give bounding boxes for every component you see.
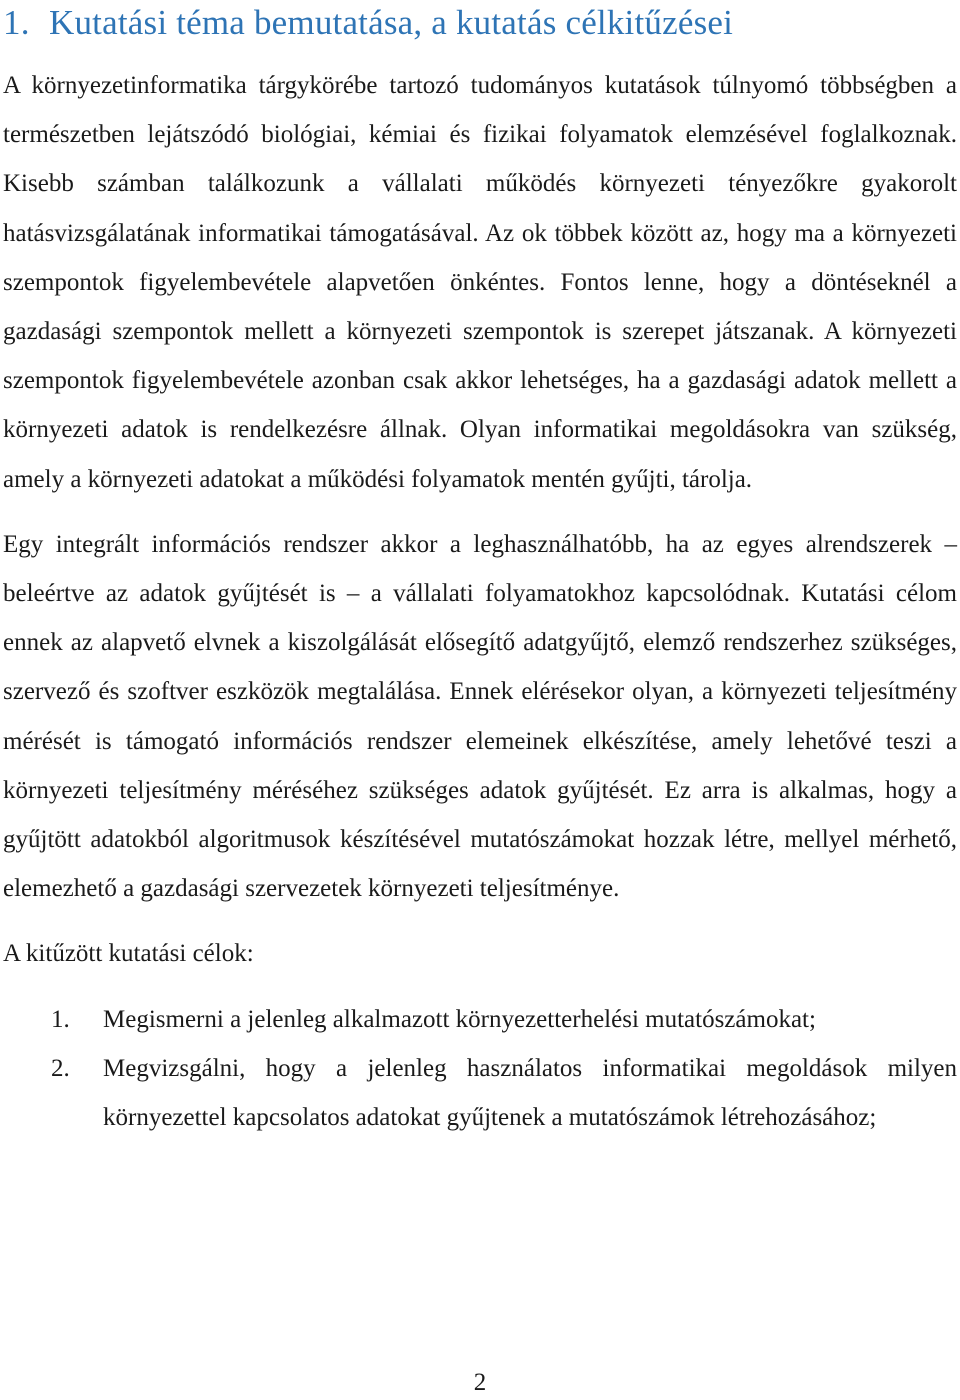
goal-text: Megismerni a jelenleg alkalmazott környezetterhelési mutatószámokat; — [103, 1005, 816, 1033]
goals-intro: A kitűzött kutatási célok: — [3, 940, 254, 968]
page-number: 2 — [473, 1369, 487, 1396]
goal-item — [3, 995, 957, 1044]
paragraph-intro: A környezetinformatika tárgykörébe tartozó tudományos kutatások túlnyomó többségben a természetben lejátszódó biológiai, kémiai és fizikai folyamatok elemzésével foglalkoznak. Kisebb számban találkozunk a vállalati működés környezeti tényezőkre gyakorolt hatásvizsgálatának informatikai támogatásával. Az ok többek között az, hogy ma a környezeti szempontok figyelembevétele alapvetően önkéntes. Fontos lenne, hogy a döntéseknél a gazdasági szempontok mellett a környezeti szempontok is szerepet játszanak. A környezeti szempontok figyelembevétele azonban csak akkor lehetséges, ha a gazdasági adatok mellett a környezeti adatok is rendelkezésre állnak. Olyan informatikai megoldásokra van szükség, amely a környezeti adatokat a működési folyamatok mentén gyűjti, tárolja. — [3, 72, 957, 493]
section-heading — [3, 0, 957, 44]
goal-list — [3, 995, 957, 1143]
paragraph-research-goal: Egy integrált információs rendszer akkor a leghasználhatóbb, ha az egyes alrendszerek – beleértve az adatok gyűjtését is – a vállalati folyamatokhoz kapcsolódnak. Kutatási célom ennek az alapvető elvnek a kiszolgálását elősegítő adatgyűjtő, elemző rendszerhez szükséges, szervező és szoftver eszközök megtalálása. Ennek elérésekor olyan, a környezeti teljesítmény mérését is támogató információs rendszer elemeinek elkészítése, amely lehetővé teszi a környezeti teljesítmény méréséhez szükséges adatok gyűjtését. Ez arra is alkalmas, hogy a gyűjtött adatokból algoritmusok készítésével mutatószámokat hozzak létre, mellyel mérhető, elemezhető a gazdasági szervezetek környezeti teljesítménye. — [3, 530, 957, 903]
goal-item — [3, 1044, 957, 1142]
section-title: Kutatási téma bemutatása, a kutatás célkitűzései — [49, 3, 734, 42]
goal-marker: 1. — [51, 1005, 70, 1033]
goal-text: Megvizsgálni, hogy a jelenleg használatos informatikai megoldások milyen környezettel kapcsolatos adatokat gyűjtenek a mutatószámok létrehozásához; — [103, 1054, 957, 1132]
document-page — [3, 0, 957, 1142]
goal-marker: 2. — [51, 1054, 70, 1082]
section-number: 1. — [3, 3, 30, 42]
